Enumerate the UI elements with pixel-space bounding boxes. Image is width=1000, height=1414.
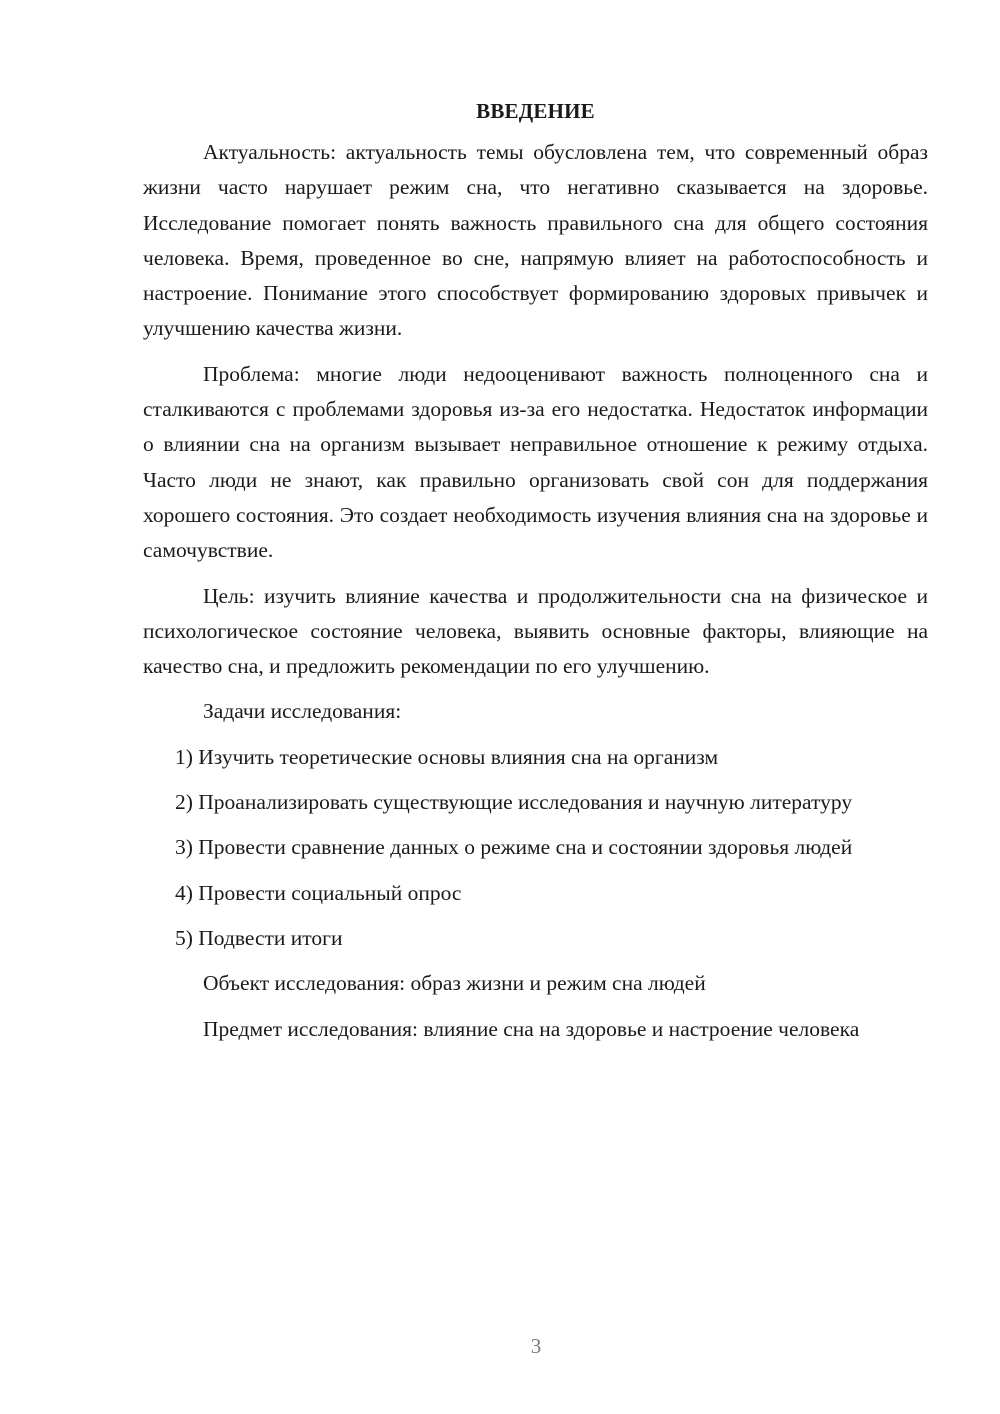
task-item-3: 3) Провести сравнение данных о режиме сна и состоянии здоровья людей: [175, 835, 853, 860]
problem-paragraph: Проблема: многие люди недооценивают важность полноценного сна и сталкиваются с проблемами здоровья из-за его недостатка. Недостаток информации о влиянии сна на организм вызывает неправильное отношение к режиму отдыха. Часто люди не знают, как правильно организовать свой сон для поддержания хорошего состояния. Это создает необходимость изучения влияния сна на здоровье и самочувствие.: [143, 361, 928, 563]
task-item-1: 1) Изучить теоретические основы влияния сна на организм: [175, 744, 719, 769]
research-object-paragraph: Объект исследования: образ жизни и режим сна людей: [203, 971, 706, 996]
page-number: 3: [530, 1334, 542, 1358]
goal-paragraph: Цель: изучить влияние качества и продолжительности сна на физическое и психологическое состояние человека, выявить основные факторы, влияющие на качество сна, и предложить рекомендации по его улучшению.: [143, 583, 928, 679]
task-item-2: 2) Проанализировать существующие исследования и научную литературу: [175, 790, 853, 815]
task-item-5: 5) Подвести итоги: [175, 925, 343, 950]
section-heading: ВВЕДЕНИЕ: [476, 99, 595, 123]
tasks-heading: Задачи исследования:: [203, 699, 402, 724]
relevance-paragraph: Актуальность: актуальность темы обусловлена тем, что современный образ жизни часто нарушает режим сна, что негативно сказывается на здоровье. Исследование помогает понять важность правильного сна для общего состояния человека. Время, проведенное во сне, напрямую влияет на работоспособность и настроение. Понимание этого способствует формированию здоровых привычек и улучшению качества жизни.: [143, 140, 928, 341]
document-page: [143, 94, 928, 1057]
task-item-4: 4) Провести социальный опрос: [175, 880, 462, 905]
research-subject-paragraph: Предмет исследования: влияние сна на здоровье и настроение человека: [203, 1016, 860, 1041]
